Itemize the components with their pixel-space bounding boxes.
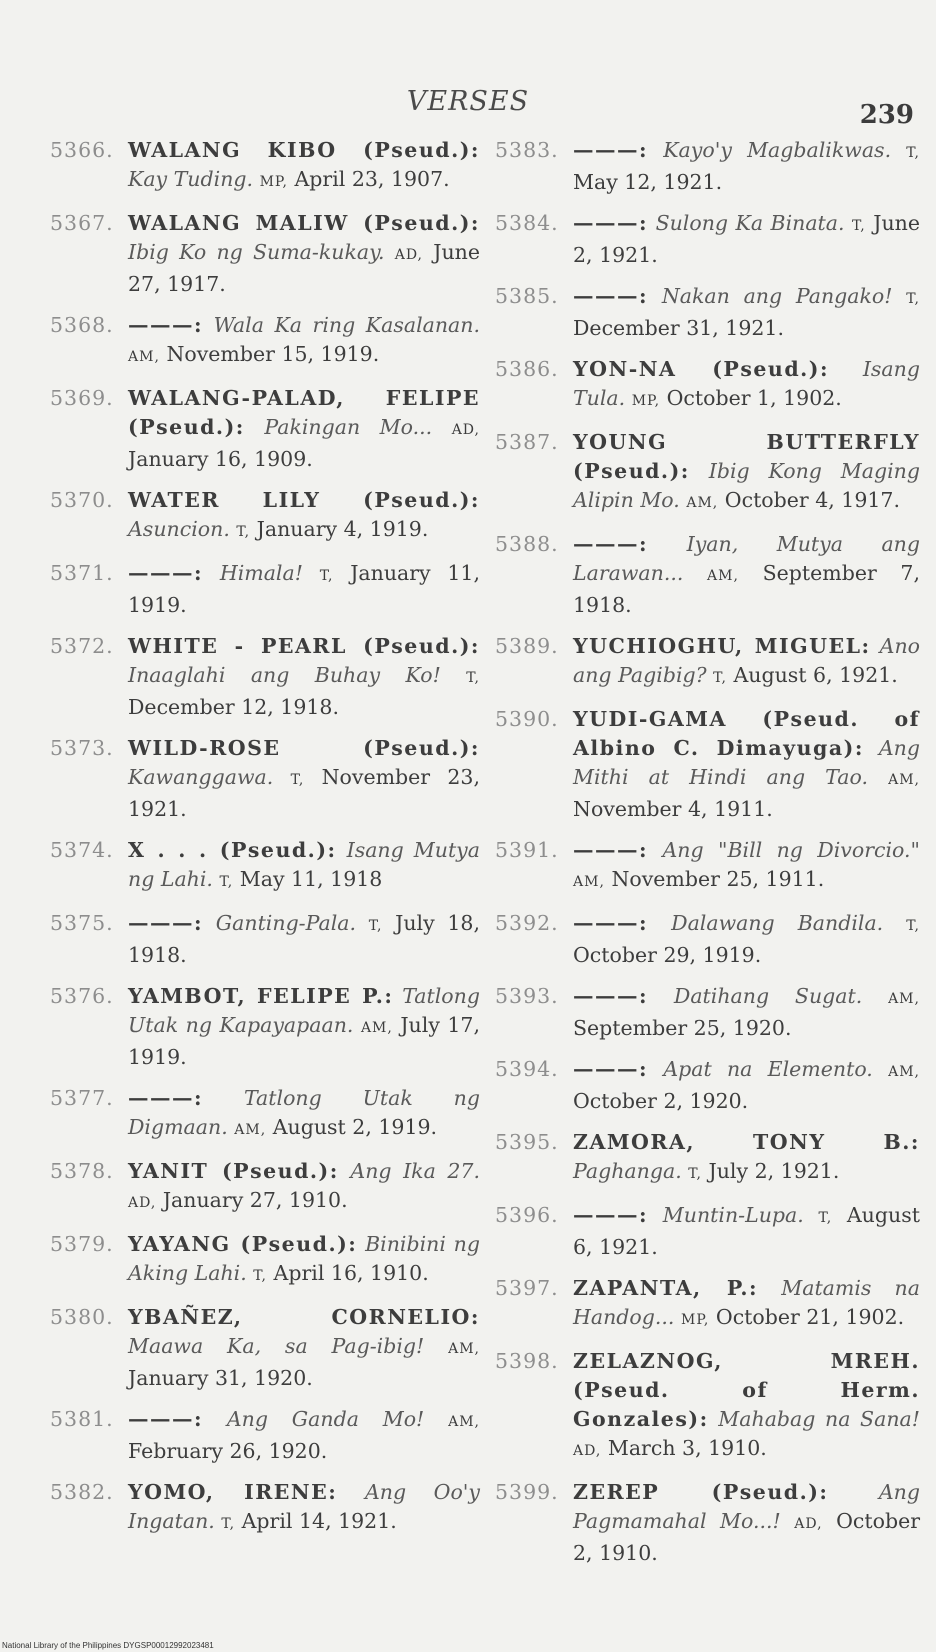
bibliography-entry — [495, 1055, 920, 1116]
entry-title: Dalawang Bandila. — [671, 911, 884, 935]
entry-number: 5368. — [50, 313, 114, 337]
entry-number: 5377. — [50, 1086, 114, 1110]
bibliography-entry — [495, 1347, 920, 1466]
entry-number: 5389. — [495, 634, 559, 658]
bibliography-entry — [495, 982, 920, 1043]
entry-date: July 17, 1919. — [128, 1013, 480, 1069]
entry-author: WALANG KIBO (Pseud.): — [128, 138, 480, 162]
entry-title: Kayo'y Magbalikwas. — [663, 138, 892, 162]
bibliography-entry — [495, 530, 920, 620]
entry-title: Kawanggawa. — [128, 765, 274, 789]
bibliography-entry — [495, 836, 920, 897]
entry-date: July 18, 1918. — [128, 911, 480, 967]
entry-author: ———: — [573, 1057, 649, 1081]
entry-number: 5371. — [50, 561, 114, 585]
entry-number: 5382. — [50, 1480, 114, 1504]
entry-source: T, — [852, 218, 866, 234]
bibliography-entry — [495, 428, 920, 518]
entry-author: ———: — [573, 138, 649, 162]
entry-date: January 4, 1919. — [256, 517, 429, 541]
right-column — [495, 136, 920, 1580]
entry-source: T, — [219, 874, 234, 890]
entry-author: WALANG-PALAD, FELIPE (Pseud.): — [128, 386, 480, 439]
entry-source: AM, — [360, 1020, 393, 1036]
entry-source: AM, — [888, 991, 920, 1007]
entry-author: ———: — [573, 838, 649, 862]
entry-title: Tatlong Utak ng Kapayapaan. — [128, 984, 480, 1037]
entry-date: December 31, 1921. — [573, 316, 784, 340]
bibliography-entry — [50, 632, 480, 722]
entry-title: Ibig Ko ng Suma-kukay. — [128, 240, 385, 264]
entry-author: ———: — [573, 1203, 649, 1227]
entry-date: June 2, 1921. — [573, 211, 920, 267]
entry-title: Ibig Kong Maging Alipin Mo. — [573, 459, 920, 512]
entry-number: 5381. — [50, 1407, 114, 1431]
entry-title: Matamis na Handog... — [573, 1276, 920, 1329]
entry-number: 5392. — [495, 911, 559, 935]
entry-date: May 12, 1921. — [573, 170, 723, 194]
entry-title: Pakingan Mo... — [264, 415, 433, 439]
bibliography-entry — [495, 632, 920, 693]
entry-author: WALANG MALIW (Pseud.): — [128, 211, 480, 235]
entry-author: YOUNG BUTTERFLY (Pseud.): — [573, 430, 920, 483]
entry-source: AM, — [448, 1341, 480, 1357]
entry-source: MP, — [259, 174, 288, 190]
entry-source: T, — [713, 670, 727, 686]
entry-source: T, — [253, 1268, 268, 1284]
entry-author: YAYANG (Pseud.): — [128, 1232, 358, 1256]
left-column — [50, 136, 480, 1551]
entry-date: August 6, 1921. — [733, 663, 898, 687]
entry-author: ———: — [128, 1086, 204, 1110]
entry-author: ———: — [573, 532, 649, 556]
entry-title: Binibini ng Aking Lahi. — [128, 1232, 480, 1285]
entry-title: Mahabag na Sana! — [718, 1407, 920, 1431]
entry-date: August 2, 1919. — [272, 1115, 438, 1139]
entry-source: AD, — [451, 422, 480, 438]
entry-number: 5387. — [495, 430, 559, 454]
entry-title: Paghanga. — [573, 1159, 682, 1183]
entry-source: T, — [818, 1210, 833, 1226]
entry-author: ZEREP (Pseud.): — [573, 1480, 829, 1504]
entry-number: 5385. — [495, 284, 559, 308]
bibliography-entry — [495, 1478, 920, 1568]
entry-number: 5369. — [50, 386, 114, 410]
entry-author: ———: — [573, 984, 649, 1008]
entry-author: YUDI-GAMA (Pseud. of Albino C. Dimayuga): — [573, 707, 920, 760]
entry-number: 5394. — [495, 1057, 559, 1081]
entry-date: April 14, 1921. — [241, 1509, 397, 1533]
bibliography-entry — [495, 1128, 920, 1189]
entry-date: September 25, 1920. — [573, 1016, 792, 1040]
entry-date: February 26, 1920. — [128, 1439, 328, 1463]
entry-title: Inaaglahi ang Buhay Ko! — [128, 663, 441, 687]
entry-number: 5378. — [50, 1159, 114, 1183]
bibliography-entry — [50, 209, 480, 299]
bibliography-entry — [50, 909, 480, 970]
footer-watermark: National Library of the Philippines DYGSP00012992023481 — [2, 1641, 214, 1650]
bibliography-entry — [50, 311, 480, 372]
entry-author: ZELAZNOG, MREH. (Pseud. of Herm. Gonzales): — [573, 1349, 920, 1431]
entry-title: Ang Mithi at Hindi ang Tao. — [573, 736, 920, 789]
entry-source: MP, — [680, 1312, 710, 1328]
entry-number: 5380. — [50, 1305, 114, 1329]
bibliography-entry — [50, 836, 480, 897]
entry-author: YOMO, IRENE: — [128, 1480, 338, 1504]
entry-number: 5399. — [495, 1480, 559, 1504]
entry-author: YON-NA (Pseud.): — [573, 357, 830, 381]
bibliography-entry — [495, 136, 920, 197]
entry-date: October 2, 1920. — [573, 1089, 749, 1113]
entry-source: T, — [221, 1516, 236, 1532]
entry-source: T, — [906, 291, 920, 307]
entry-source: AD, — [794, 1516, 823, 1532]
entry-title: Muntin-Lupa. — [662, 1203, 804, 1227]
entry-title: Himala! — [219, 561, 303, 585]
entry-number: 5366. — [50, 138, 114, 162]
entry-date: December 12, 1918. — [128, 695, 339, 719]
entry-title: Isang Tula. — [573, 357, 920, 410]
entry-title: Ano ang Pagibig? — [573, 634, 920, 687]
entry-date: May 11, 1918 — [239, 867, 383, 891]
entry-source: AM, — [448, 1414, 480, 1430]
bibliography-entry — [50, 1405, 480, 1466]
bibliography-entry — [495, 1274, 920, 1335]
entry-author: WHITE - PEARL (Pseud.): — [128, 634, 480, 658]
entry-source: T, — [368, 918, 383, 934]
entry-date: October 2, 1910. — [573, 1509, 920, 1565]
entry-number: 5396. — [495, 1203, 559, 1227]
entry-source: AD, — [394, 247, 423, 263]
entry-date: November 23, 1921. — [128, 765, 480, 821]
entry-source: T, — [466, 670, 480, 686]
entry-date: July 2, 1921. — [708, 1159, 840, 1183]
entry-number: 5390. — [495, 707, 559, 731]
entry-title: Apat na Elemento. — [663, 1057, 873, 1081]
entry-author: ———: — [128, 313, 204, 337]
entry-author: ZAPANTA, P.: — [573, 1276, 759, 1300]
bibliography-entry — [50, 734, 480, 824]
entry-author: ———: — [573, 911, 649, 935]
entry-source: AM, — [888, 772, 920, 788]
entry-number: 5398. — [495, 1349, 559, 1373]
entry-source: T, — [319, 568, 334, 584]
entry-author: ———: — [573, 284, 649, 308]
entry-source: AM, — [888, 1064, 920, 1080]
entry-author: YBAÑEZ, CORNELIO: — [128, 1305, 480, 1329]
entry-source: AM, — [573, 874, 605, 890]
entry-title: Isang Mutya ng Lahi. — [128, 838, 480, 891]
entry-number: 5388. — [495, 532, 559, 556]
entry-source: AM, — [234, 1122, 267, 1138]
entry-title: Nakan ang Pangako! — [661, 284, 893, 308]
entry-number: 5391. — [495, 838, 559, 862]
entry-date: April 23, 1907. — [294, 167, 450, 191]
entry-author: ———: — [573, 211, 649, 235]
entry-author: X . . . (Pseud.): — [128, 838, 337, 862]
entry-date: November 25, 1911. — [611, 867, 825, 891]
entry-number: 5397. — [495, 1276, 559, 1300]
entry-title: Ang Pagmamahal Mo...! — [573, 1480, 920, 1533]
entry-number: 5386. — [495, 357, 559, 381]
bibliography-entry — [50, 982, 480, 1072]
entry-source: AD, — [128, 1195, 157, 1211]
page-title: VERSES — [406, 86, 530, 117]
entry-author: YANIT (Pseud.): — [128, 1159, 339, 1183]
entry-date: January 31, 1920. — [128, 1366, 313, 1390]
entry-date: August 6, 1921. — [573, 1203, 920, 1259]
entry-source: AM, — [707, 568, 739, 584]
entry-title: Ang Ganda Mo! — [226, 1407, 425, 1431]
entry-title: Ang "Bill ng Divorcio." — [662, 838, 920, 862]
entry-date: October 21, 1902. — [715, 1305, 905, 1329]
entry-date: November 15, 1919. — [166, 342, 380, 366]
bibliography-entry — [50, 486, 480, 547]
entry-number: 5373. — [50, 736, 114, 760]
entry-date: March 3, 1910. — [607, 1436, 767, 1460]
entry-title: Kay Tuding. — [128, 167, 254, 191]
entry-source: AD, — [573, 1443, 602, 1459]
entry-source: T, — [688, 1166, 702, 1182]
bibliography-entry — [50, 1084, 480, 1145]
entry-date: September 7, 1918. — [573, 561, 920, 617]
entry-title: Ganting-Pala. — [215, 911, 357, 935]
entry-number: 5370. — [50, 488, 114, 512]
bibliography-entry — [495, 209, 920, 270]
entry-author: WATER LILY (Pseud.): — [128, 488, 480, 512]
entry-title: Ang Oo'y Ingatan. — [128, 1480, 481, 1533]
entry-source: AM, — [686, 495, 719, 511]
entry-number: 5367. — [50, 211, 114, 235]
entry-author: ZAMORA, TONY B.: — [573, 1130, 920, 1154]
entry-source: T, — [906, 145, 920, 161]
entry-date: January 27, 1910. — [162, 1188, 348, 1212]
entry-number: 5395. — [495, 1130, 559, 1154]
bibliography-entry — [50, 136, 480, 197]
entry-date: June 27, 1917. — [128, 240, 480, 296]
bibliography-entry — [495, 355, 920, 416]
entry-author: ———: — [128, 561, 204, 585]
entry-author: YUCHIOGHU, MIGUEL: — [573, 634, 871, 658]
bibliography-entry — [495, 909, 920, 970]
page-number: 239 — [859, 100, 914, 130]
bibliography-entry — [50, 1157, 480, 1218]
entry-source: AM, — [128, 349, 160, 365]
entry-title: Tatlong Utak ng Digmaan. — [128, 1086, 480, 1139]
entry-title: Ang Ika 27. — [350, 1159, 480, 1183]
entry-date: January 16, 1909. — [128, 447, 313, 471]
entry-author: ———: — [128, 911, 204, 935]
entry-source: MP, — [631, 393, 661, 409]
entry-number: 5383. — [495, 138, 559, 162]
entry-title: Sulong Ka Binata. — [655, 211, 845, 235]
bibliography-entry — [50, 1230, 480, 1291]
entry-title: Iyan, Mutya ang Larawan... — [573, 532, 920, 585]
bibliography-entry — [50, 384, 480, 474]
entry-title: Datihang Sugat. — [673, 984, 863, 1008]
entry-source: T, — [906, 918, 920, 934]
entry-title: Maawa Ka, sa Pag-ibig! — [128, 1334, 425, 1358]
entry-author: ———: — [128, 1407, 204, 1431]
bibliography-entry — [495, 1201, 920, 1262]
entry-title: Asuncion. — [128, 517, 230, 541]
entry-date: October 29, 1919. — [573, 943, 762, 967]
entry-number: 5393. — [495, 984, 559, 1008]
entry-date: October 4, 1917. — [724, 488, 900, 512]
entry-number: 5375. — [50, 911, 114, 935]
bibliography-entry — [50, 1303, 480, 1393]
entry-number: 5384. — [495, 211, 559, 235]
entry-date: November 4, 1911. — [573, 797, 773, 821]
entry-date: January 11, 1919. — [128, 561, 480, 617]
entry-source: T, — [290, 772, 305, 788]
entry-source: T, — [236, 524, 251, 540]
bibliography-entry — [495, 282, 920, 343]
bibliography-entry — [495, 705, 920, 824]
entry-author: YAMBOT, FELIPE P.: — [128, 984, 394, 1008]
bibliography-entry — [50, 559, 480, 620]
entry-number: 5376. — [50, 984, 114, 1008]
entry-date: April 16, 1910. — [273, 1261, 429, 1285]
entry-author: WILD-ROSE (Pseud.): — [128, 736, 480, 760]
entry-number: 5379. — [50, 1232, 114, 1256]
entry-number: 5374. — [50, 838, 114, 862]
entry-date: October 1, 1902. — [666, 386, 842, 410]
entry-title: Wala Ka ring Kasalanan. — [213, 313, 480, 337]
bibliography-entry — [50, 1478, 480, 1539]
entry-number: 5372. — [50, 634, 114, 658]
